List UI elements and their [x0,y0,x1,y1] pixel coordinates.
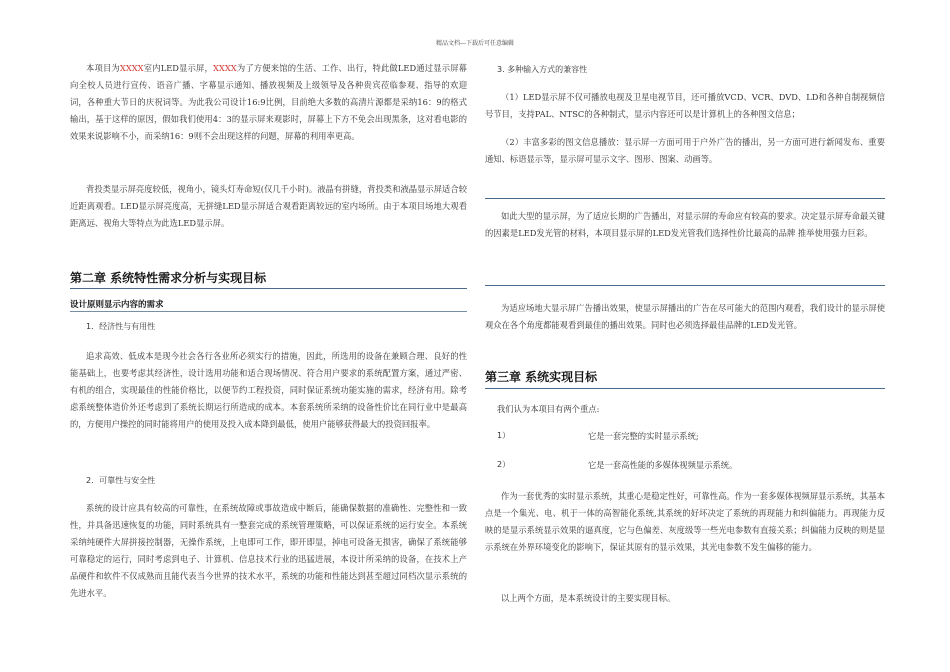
goal-1-text: 它是一套完整的实时显示系统; [588,431,699,441]
compat-title: 3. 多种输入方式的兼容性 [497,65,588,74]
compat-text-1: （1）LED显示屏不仅可播放电视及卫星电视节目，还可播放VCD、VCR、DVD、LD和各种自制视频信号节目，支持PAL、NTSC的各种制式，显示内容还可以是计算机上的各种图文信息； [485,92,885,119]
section-rule-1 [485,198,885,199]
intro-text-c: 为了方便来馆的生活、工作、出行，特此做LED通过显示屏幕向全校人员进行宣传、语音广播、字幕显示通知、播放视频及上级领导及各种贵宾莅临参观、指导的欢迎词，各种重大节日的庆祝词等。为此我公司设计16:9比例，目前绝大多数的高清片源都是采纳16：9的格式输出，基于这样的原因，假如我们使用4：3的显示屏来观影时，屏幕上下方不免会出现黑条，这对看电影的效果来说影响不小，而采纳16：9则不会出现这样的问题，屏幕的利用率更高。 [70,63,467,141]
intro-text-2: 背投类显示屏亮度较低，视角小，镜头灯寿命短(仅几千小时)。液晶有拼缝，背投类和液晶显示屏适合较近距离观看。LED显示屏亮度高，无拼缝LED显示屏适合观看距离较远的室内场所。由于本项目场地大观看距离远、视角大等特点为此选LED显示屏。 [70,184,467,228]
effect-text: 为适应场地大显示屏广告播出效果，使显示屏播出的广告在尽可能大的范围内观看，我们设计的显示屏使观众在各个角度都能观看到最佳的播出效果。同时也必须选择最佳品牌的LED发光管。 [485,303,885,330]
compat-paragraph-2 [485,134,885,168]
goal-intro: 我们认为本项目有两个重点: [497,404,600,414]
design-principle-rule [70,311,467,312]
intro-paragraph-1 [70,60,467,145]
intro-text-a: 本项目为 [86,63,120,73]
chapter-2-title: 第二章 系统特性需求分析与实现目标 [70,271,267,285]
lifetime-paragraph [485,208,885,242]
compat-paragraph-1 [485,89,885,123]
realtime-text: 作为一套优秀的实时显示系统，其重心是稳定性好，可靠性高。作为一套多媒体视频屏显示系统，其基本点是一个集光、电、机于一体的高智能化系统,其系统的好坏决定了系统的再现能力和纠偏能力。再现能力反映的是显示系统显示效果的逼真度，它与色偏差、灰度级等一些光电参数有直接关系；纠偏能力反映的则是显示系统在外界环境变化的影响下，保证其原有的显示效果，其光电参数不发生偏移的能力。 [485,491,885,552]
design-principle-heading: 设计原则显示内容的需求 [70,300,164,310]
item-2-body [70,500,467,602]
chapter-3-title: 第三章 系统实现目标 [485,370,598,384]
realtime-paragraph [485,488,885,556]
section-rule-2 [485,285,885,286]
item-1-text: 追求高效、低成本是现今社会各行各业所必须实行的措施，因此，所选用的设备在兼顾合理、良好的性能基础上，也要考虑其经济性，设计选用功能和适合现场情况、符合用户要求的系统配置方案，通过严密、有机的组合，实现最佳的性能价格比，以便节约工程投资，同时保证系统功能实施的需求，经济有用。除考虑系统整体造价外还考虑到了系统长期运行所造成的成本。本套系统所采纳的设备性价比在同行业中是最高的，方便用户操控的同时能将用户的使用及投入成本降到最低，使用户能够获得最大的投资回报率。 [70,351,467,429]
goal-2-text: 它是一套高性能的多媒体视频显示系统。 [588,460,738,470]
item-1-title: 1．经济性与有用性 [86,322,156,331]
summary-paragraph [485,590,885,607]
intro-text-b: 室内LED显示屏， [143,63,214,73]
chapter-3-rule [485,388,885,389]
intro-paragraph-2 [70,181,467,232]
project-name-placeholder: XXXX [119,63,144,73]
lifetime-text: 如此大型的显示屏，为了适应长期的广告播出，对显示屏的寿命应有较高的要求。决定显示屏寿命最关键的因素是LED发光管的材料，本项目显示屏的LED发光管我们选择性价比最高的品牌 推举使用强力巨彩。 [485,211,885,238]
goal-1-number: 1） [497,431,511,440]
item-2-title: 2．可靠性与安全性 [86,476,156,485]
effect-paragraph [485,300,885,334]
item-1-body [70,348,467,433]
header-note: 精品文档---下载后可任意编辑 [435,40,515,47]
goal-2-number: 2） [497,460,511,469]
summary-text: 以上两个方面，是本系统设计的主要实现目标。 [501,593,676,603]
chapter-2-rule [70,288,467,289]
venue-name-placeholder: XXXX [213,63,237,73]
item-2-text: 系统的设计应具有较高的可靠性，在系统故障或事故造成中断后，能确保数据的准确性、完整性和一致性，并具备迅速恢复的功能，同时系统具有一整套完成的系统管理策略，可以保证系统的运行安全。本系统采纳纯硬件大屏拼接控制器，无操作系统，上电即可工作，即开即显，掉电可设备无损害，确保了系统能够可靠稳定的运行，同时考虑到电子、计算机、信息技术行业的迅猛进展，本设计所采纳的设备，在技术上产品硬件和软件不仅成熟而且能代表当今世界的技术水平，系统的功能和性能达到甚至超过同档次显示系统的先进水平。 [70,503,467,598]
compat-text-2: （2）丰富多彩的图文信息播放：显示屏一方面可用于户外广告的播出，另一方面可进行新闻发布、重要通知、标语显示等，显示屏可显示文字、图形、图案、动画等。 [485,137,885,164]
